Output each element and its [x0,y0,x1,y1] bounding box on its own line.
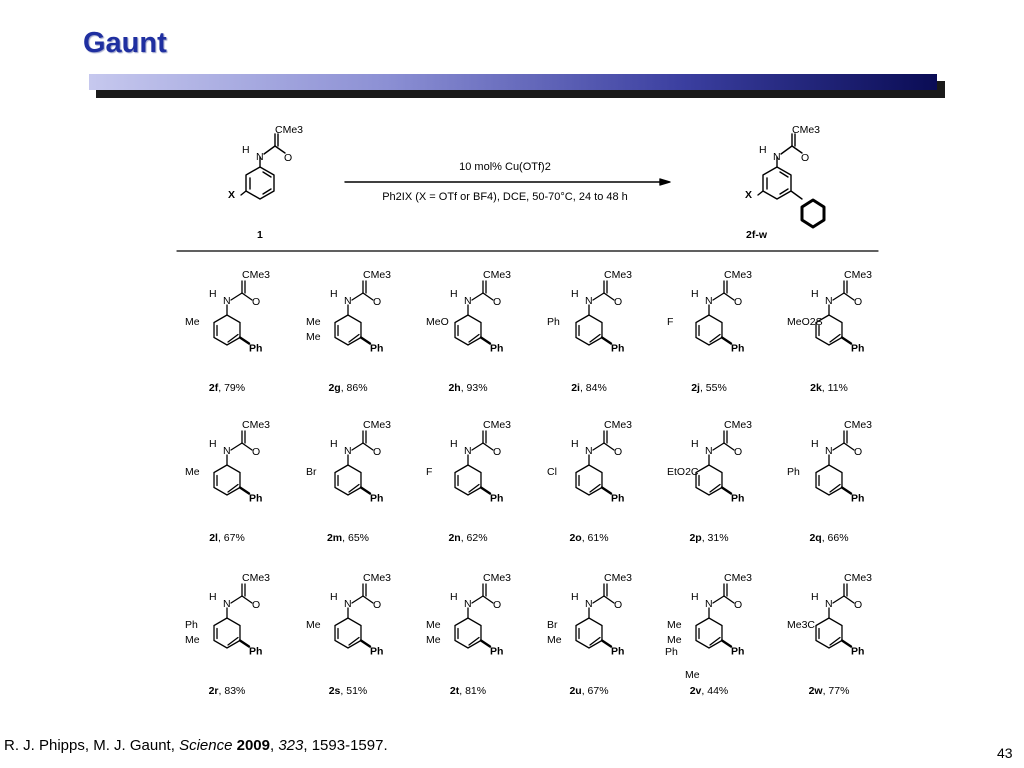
n-label: N [825,295,833,307]
sm-acyl-label: CMe3 [275,124,304,136]
substituent-label: Me3C [787,619,816,631]
substituent-label: Me [185,466,200,478]
compound-label: 2n, 62% [448,532,488,544]
ph-label: Ph [610,645,625,658]
ph-label: Ph [248,645,263,658]
substituent-label: Me [426,634,441,646]
product-2k [787,269,872,394]
nh-label: H [811,288,819,300]
nh-label: H [691,591,699,603]
ph-label: Ph [369,645,384,658]
n-label: N [223,295,231,307]
compound-label: 2u, 67% [569,685,609,697]
product-2j [667,269,752,394]
compound-label: 2r, 83% [208,685,246,697]
o-label: O [493,296,502,308]
nh-label: H [691,288,699,300]
product-2t [426,572,511,697]
benzene-ring [455,465,481,495]
ph-label: Ph [489,645,504,658]
substituent-label: F [426,466,433,478]
product-2q [787,419,872,544]
ph-label: Ph [369,492,384,505]
n-label: N [585,295,593,307]
nh-label: H [450,288,458,300]
compound-label: 2l, 67% [209,532,245,544]
acyl-label: CMe3 [604,572,633,584]
nh-label: H [811,438,819,450]
benzene-ring [214,618,240,648]
acyl-label: CMe3 [844,419,873,431]
substituent-label: Br [306,466,317,478]
citation-journal: Science [179,737,233,754]
substituent-label: MeO [426,316,449,328]
acyl-label: CMe3 [363,269,392,281]
o-label: O [614,296,623,308]
product-2m [306,419,391,544]
nh-label: H [209,591,217,603]
n-label: N [585,598,593,610]
nh-label: H [811,591,819,603]
compound-label: 2w, 77% [808,685,850,697]
substituent-label: Me [685,669,700,681]
prod-h-label: H [759,144,767,156]
benzene-ring [335,315,361,345]
nh-label: H [330,438,338,450]
substituent-label: Me [306,316,321,328]
n-label: N [464,445,472,457]
sm-number: 1 [257,229,263,241]
acyl-label: CMe3 [483,572,512,584]
product-2s [306,572,391,697]
o-label: O [373,599,382,611]
conditions-catalyst: 10 mol% Cu(OTf)2 [459,161,551,173]
nh-label: H [450,438,458,450]
nh-label: H [209,438,217,450]
benzene-ring [576,465,602,495]
product-2n [426,419,511,544]
o-label: O [373,296,382,308]
o-label: O [614,599,623,611]
nh-label: H [571,438,579,450]
ph-label: Ph [369,342,384,355]
acyl-label: CMe3 [242,572,271,584]
acyl-label: CMe3 [363,419,392,431]
substituent-label: Ph [665,646,678,658]
ph-label: Ph [248,342,263,355]
compound-label: 2o, 61% [569,532,609,544]
substituent-label: Me [185,634,200,646]
product-2r [185,572,270,697]
benzene-ring [214,465,240,495]
o-label: O [854,446,863,458]
substituent-label: Me [667,619,682,631]
ph-label: Ph [850,645,865,658]
compound-label: 2m, 65% [326,532,370,544]
nh-label: H [209,288,217,300]
n-label: N [344,445,352,457]
o-label: O [614,446,623,458]
benzene-ring [816,618,842,648]
sm-o-label: O [284,152,293,164]
substituent-label: Me [667,634,682,646]
acyl-label: CMe3 [363,572,392,584]
product-2f [185,269,270,394]
prod-acyl-label: CMe3 [792,124,821,136]
acyl-label: CMe3 [242,269,271,281]
product-2v [665,572,752,697]
acyl-label: CMe3 [242,419,271,431]
o-label: O [493,599,502,611]
o-label: O [734,599,743,611]
benzene-ring [696,465,722,495]
ph-label: Ph [248,492,263,505]
citation-pages: 1593-1597. [311,737,388,754]
o-label: O [734,296,743,308]
product-2g [306,269,391,394]
benzene-ring [696,315,722,345]
n-label: N [585,445,593,457]
o-label: O [252,446,261,458]
product-2l [185,419,270,544]
acyl-label: CMe3 [483,419,512,431]
compound-label: 2h, 93% [448,382,488,394]
sm-n-label: N [256,151,264,163]
n-label: N [464,598,472,610]
benzene-ring [576,618,602,648]
product-2w [787,572,872,697]
substituent-label: Ph [787,466,800,478]
ph-label: Ph [489,342,504,355]
compound-label: 2s, 51% [328,685,368,697]
page-number: 43 [997,745,1013,761]
prod-x-label: X [745,189,753,201]
slide-title: Gaunt [83,27,167,59]
n-label: N [705,598,713,610]
ph-label: Ph [489,492,504,505]
substituent-label: Cl [547,466,557,478]
product-2o [547,419,632,544]
acyl-label: CMe3 [724,269,753,281]
substituent-label: Ph [185,619,198,631]
ph-label: Ph [610,492,625,505]
compound-label: 2v, 44% [689,685,729,697]
compound-label: 2q, 66% [809,532,849,544]
acyl-label: CMe3 [483,269,512,281]
o-label: O [854,599,863,611]
benzene-ring [214,315,240,345]
benzene-ring [335,618,361,648]
substituent-label: Me [426,619,441,631]
ph-label: Ph [730,342,745,355]
ph-label: Ph [730,492,745,505]
product-grid [185,269,872,697]
compound-label: 2k, 11% [810,382,848,394]
o-label: O [252,599,261,611]
product-2u [547,572,632,697]
substituent-label: MeO2S [787,316,823,328]
n-label: N [825,598,833,610]
compound-label: 2g, 86% [328,382,368,394]
prod-o-label: O [801,152,810,164]
n-label: N [825,445,833,457]
citation-volume: 323 [278,737,304,754]
benzene-ring [335,465,361,495]
compound-label: 2f, 79% [208,382,246,394]
acyl-label: CMe3 [844,269,873,281]
product-structure [758,134,824,227]
benzene-ring [455,618,481,648]
o-label: O [734,446,743,458]
benzene-ring [696,618,722,648]
n-label: N [223,598,231,610]
substituent-label: Me [306,331,321,343]
compound-label: 2p, 31% [689,532,729,544]
product-2i [547,269,632,394]
compound-label: 2i, 84% [571,382,607,394]
reaction-scheme [160,112,890,727]
compound-label: 2j, 55% [691,382,727,394]
substituent-label: F [667,316,674,328]
prod-number: 2f-w [746,229,767,241]
o-label: O [493,446,502,458]
acyl-label: CMe3 [724,572,753,584]
n-label: N [344,598,352,610]
compound-label: 2t, 81% [449,685,487,697]
benzene-ring [816,465,842,495]
acyl-label: CMe3 [724,419,753,431]
ph-label: Ph [850,492,865,505]
o-label: O [854,296,863,308]
nh-label: H [691,438,699,450]
prod-n-label: N [773,151,781,163]
nh-label: H [450,591,458,603]
n-label: N [223,445,231,457]
nh-label: H [571,591,579,603]
substituent-label: Me [547,634,562,646]
benzene-ring [455,315,481,345]
substituent-label: Br [547,619,558,631]
citation-year: 2009 [236,737,270,754]
ph-label: Ph [850,342,865,355]
substituent-label: EtO2C [667,466,699,478]
o-label: O [252,296,261,308]
conditions-reagents: Ph2IX (X = OTf or BF4), DCE, 50-70°C, 24 to 48 h [382,191,628,203]
product-2h [426,269,511,394]
substituent-label: Me [306,619,321,631]
benzene-ring [576,315,602,345]
title-bar [89,74,937,90]
n-label: N [705,445,713,457]
ph-label: Ph [610,342,625,355]
citation: R. J. Phipps, M. J. Gaunt, Science 2009, 323, 1593-1597. [4,737,388,754]
nh-label: H [571,288,579,300]
substituent-label: Me [185,316,200,328]
nh-label: H [330,288,338,300]
n-label: N [344,295,352,307]
n-label: N [464,295,472,307]
acyl-label: CMe3 [604,419,633,431]
n-label: N [705,295,713,307]
sm-x-label: X [228,189,236,201]
o-label: O [373,446,382,458]
sm-h-label: H [242,144,250,156]
citation-authors: R. J. Phipps, M. J. Gaunt, [4,737,180,754]
acyl-label: CMe3 [844,572,873,584]
substituent-label: Ph [547,316,560,328]
nh-label: H [330,591,338,603]
acyl-label: CMe3 [604,269,633,281]
product-2p [667,419,752,544]
ph-label: Ph [730,645,745,658]
